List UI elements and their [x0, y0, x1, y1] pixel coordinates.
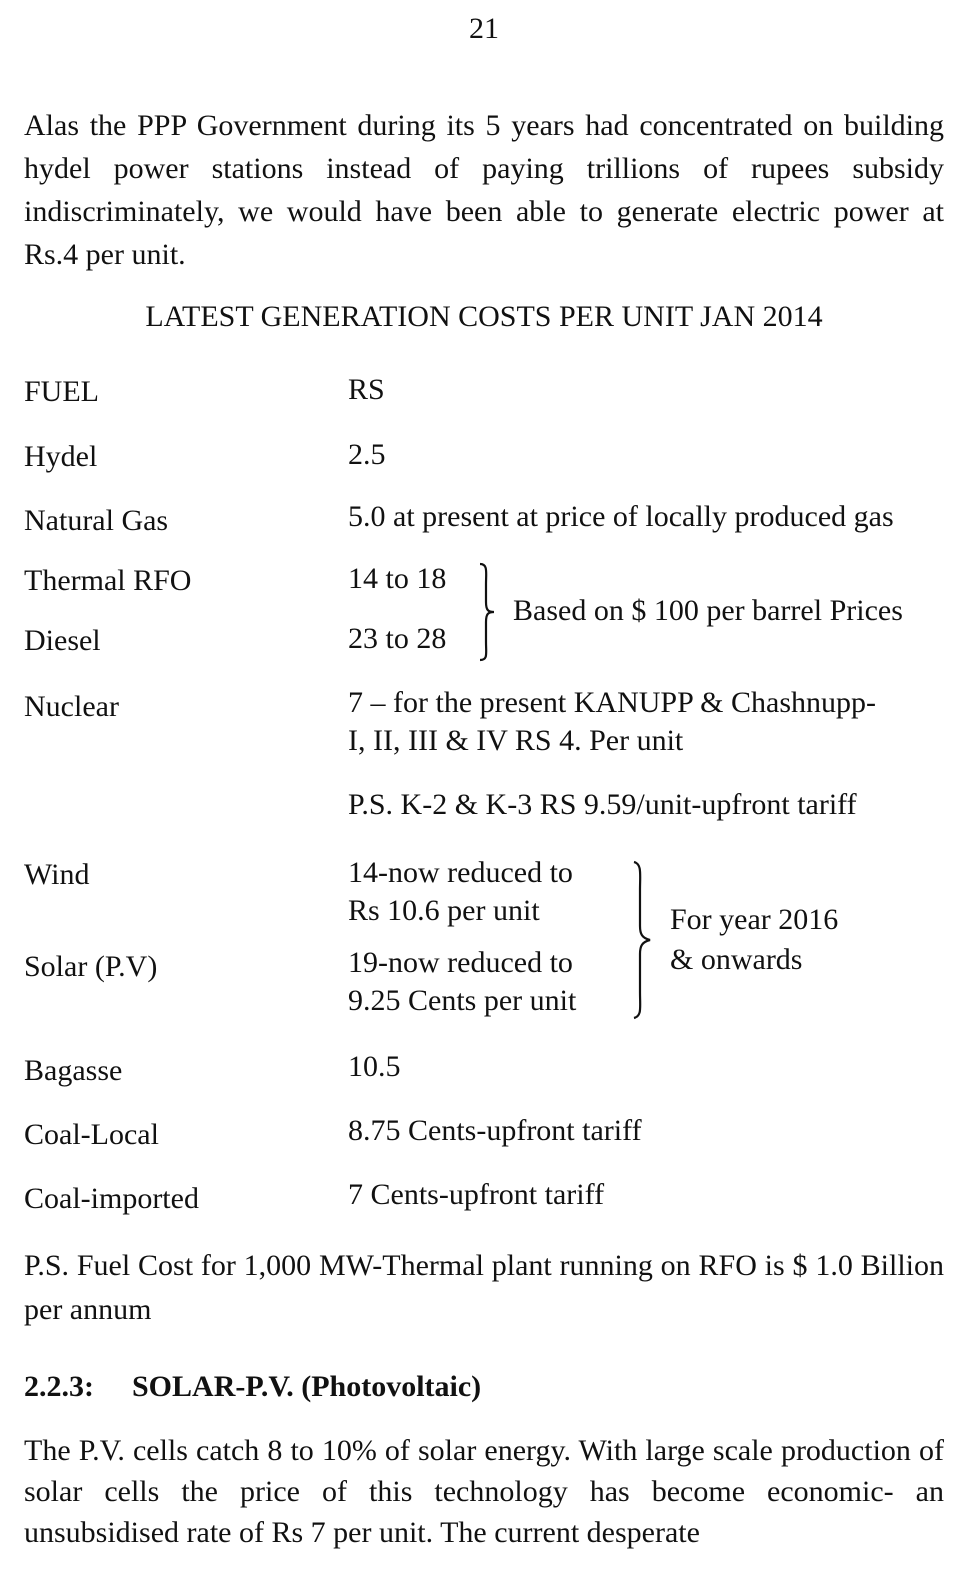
- row-value-hydel: 2.5: [348, 438, 386, 471]
- row-value-solar-line1: 19-now reduced to: [348, 946, 573, 979]
- row-fuel-coal-local: Coal-Local: [24, 1118, 159, 1151]
- brace-rfo-diesel: [476, 562, 500, 662]
- row-value-bagasse: 10.5: [348, 1050, 401, 1083]
- note-wind-solar-line1: For year 2016: [670, 903, 839, 936]
- page-number: 21: [469, 12, 499, 45]
- section-title: SOLAR-P.V. (Photovoltaic): [132, 1370, 482, 1403]
- row-value-coal-imported: 7 Cents-upfront tariff: [348, 1178, 605, 1211]
- header-rs: RS: [348, 373, 385, 406]
- note-rfo-diesel: Based on $ 100 per barrel Prices: [513, 594, 903, 627]
- row-value-nuclear-line1: 7 – for the present KANUPP & Chashnupp-: [348, 686, 877, 719]
- row-fuel-natural-gas: Natural Gas: [24, 504, 169, 537]
- row-value-nuclear-line2: I, II, III & IV RS 4. Per unit: [348, 724, 684, 757]
- row-fuel-bagasse: Bagasse: [24, 1054, 123, 1087]
- section-heading: [24, 1370, 481, 1404]
- row-fuel-solar: Solar (P.V): [24, 950, 158, 983]
- row-fuel-wind: Wind: [24, 858, 90, 891]
- row-fuel-hydel: Hydel: [24, 440, 98, 473]
- row-fuel-nuclear: Nuclear: [24, 690, 119, 723]
- header-fuel: FUEL: [24, 375, 99, 408]
- row-value-natural-gas: 5.0 at present at price of locally produced gas: [348, 500, 894, 533]
- row-value-diesel: 23 to 28: [348, 622, 447, 655]
- row-value-solar-line2: 9.25 Cents per unit: [348, 984, 577, 1017]
- section-number: 2.2.3:: [24, 1370, 94, 1403]
- table-title: LATEST GENERATION COSTS PER UNIT JAN 2014: [145, 300, 823, 333]
- ps-paragraph: P.S. Fuel Cost for 1,000 MW-Thermal plant running on RFO is $ 1.0 Billion per annum: [24, 1249, 944, 1326]
- row-value-coal-local: 8.75 Cents-upfront tariff: [348, 1114, 642, 1147]
- note-wind-solar-line2: & onwards: [670, 943, 803, 976]
- intro-paragraph: Alas the PPP Government during its 5 years had concentrated on building hydel power stations instead of paying trillions of rupees subsidy indiscriminately, we would have been able to generate electric power at Rs.4 per unit.: [24, 109, 944, 271]
- row-fuel-diesel: Diesel: [24, 624, 101, 657]
- brace-wind-solar: [630, 860, 656, 1020]
- row-value-wind-line2: Rs 10.6 per unit: [348, 894, 540, 927]
- row-value-wind-line1: 14-now reduced to: [348, 856, 573, 889]
- row-value-thermal-rfo: 14 to 18: [348, 562, 447, 595]
- solar-paragraph: The P.V. cells catch 8 to 10% of solar energy. With large scale production of solar cells the price of this technology has become economic- an unsubsidised rate of Rs 7 per unit. The current desperate: [24, 1434, 944, 1549]
- row-value-ps-k2-k3: P.S. K-2 & K-3 RS 9.59/unit-upfront tariff: [348, 788, 857, 821]
- row-fuel-thermal-rfo: Thermal RFO: [24, 564, 192, 597]
- row-fuel-coal-imported: Coal-imported: [24, 1182, 199, 1215]
